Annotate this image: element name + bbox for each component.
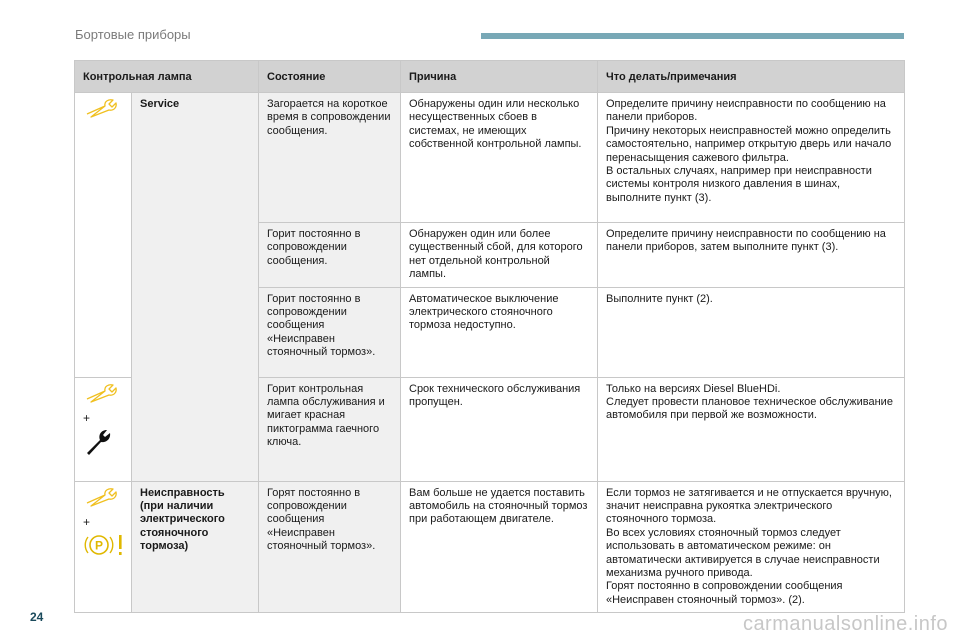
action-cell: Только на версиях Diesel BlueHDi. Следует провести плановое техническое обслуживание автомобиля при первой же возможности.: [598, 377, 905, 481]
action-cell: Если тормоз не затягивается и не отпускается вручную, значит неисправна рукоятка электрического стояночного тормоза. Во всех условиях стояночный тормоз следует использовать в автоматическом режиме: он автоматически активируется в случае неисправности механизма ручного привода. Горят постоянно в сопровождении сообщения «Неисправен стояночный тормоз». (2).: [598, 481, 905, 613]
page-number: 24: [30, 610, 44, 624]
svg-text:P: P: [94, 538, 104, 553]
plus-sign: +: [83, 411, 91, 426]
plus-sign: +: [83, 515, 91, 530]
lamp-icon-cell: [75, 481, 132, 613]
cause-cell: Срок технического обслуживания пропущен.: [401, 377, 598, 481]
cause-cell: Обнаружены один или несколько несущественных сбоев в системах, не имеющих собственной контрольной лампы.: [401, 93, 598, 223]
service-label: Service: [132, 93, 259, 482]
wrench-solid-icon: [83, 427, 123, 461]
cause-cell: Вам больше не удается поставить автомобиль на стояночный тормоз при работающем двигателе.: [401, 481, 598, 613]
column-header: Контрольная лампа: [75, 61, 259, 93]
column-header: Состояние: [259, 61, 401, 93]
cause-cell: Автоматическое выключение электрического стояночного тормоза недоступно.: [401, 287, 598, 377]
state-cell: Загорается на короткое время в сопровождении сообщения.: [259, 93, 401, 223]
column-header: Что делать/примечания: [598, 61, 905, 93]
action-cell: Выполните пункт (2).: [598, 287, 905, 377]
state-cell: Горит контрольная лампа обслуживания и мигает красная пиктограмма гаечного ключа.: [259, 377, 401, 481]
brake-fault-label: Неисправность (при наличии электрического стояночного тормоза): [132, 481, 259, 613]
lamp-icon-cell: [75, 93, 132, 378]
warning-lamp-table: [74, 60, 905, 613]
table-header-row: [75, 61, 905, 93]
watermark-text: carmanualsonline.info: [742, 613, 948, 635]
column-header: Причина: [401, 61, 598, 93]
action-cell: Определите причину неисправности по сообщению на панели приборов. Причину некоторых неисправностей можно определить самостоятельно, например открытую дверь или начало перенасыщения сажевого фильтра. В остальных случаях, например при неисправности системы контроля низкого давления в шинах, выполните пункт (3).: [598, 93, 905, 223]
wrench-outline-icon: [83, 383, 123, 409]
state-cell: Горит постоянно в сопровождении сообщения «Неисправен стояночный тормоз».: [259, 287, 401, 377]
parking-brake-icon: [83, 531, 123, 563]
table-row: [75, 93, 905, 223]
state-cell: Горит постоянно в сопровождении сообщения.: [259, 223, 401, 288]
lamp-icon-cell: [75, 377, 132, 481]
section-title: Бортовые приборы: [75, 27, 191, 42]
wrench-outline-icon: [83, 487, 123, 513]
wrench-outline-icon: [83, 98, 123, 124]
action-cell: Определите причину неисправности по сообщению на панели приборов, затем выполните пункт (3).: [598, 223, 905, 288]
cause-cell: Обнаружен один или более существенный сбой, для которого нет отдельной контрольной лампы.: [401, 223, 598, 288]
section-accent-bar: [481, 33, 904, 39]
table-row: [75, 481, 905, 613]
state-cell: Горят постоянно в сопровождении сообщения «Неисправен стояночный тормоз».: [259, 481, 401, 613]
